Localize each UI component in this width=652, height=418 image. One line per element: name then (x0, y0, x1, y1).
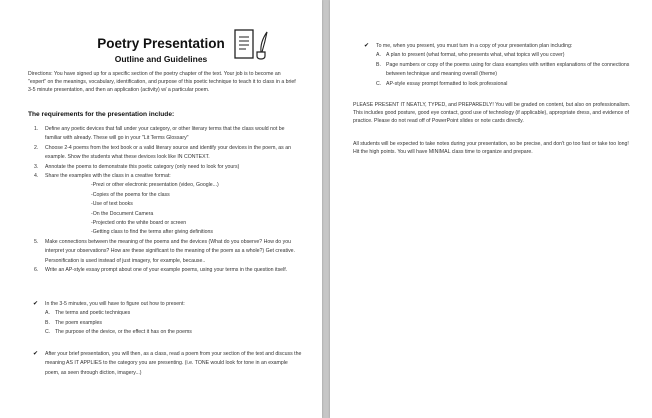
format-option: -Prezi or other electronic presentation (video, Google...) (91, 182, 219, 189)
list-number: 2. (34, 144, 39, 151)
list-item (28, 238, 298, 266)
list-item-text: The terms and poetic techniques (55, 310, 131, 317)
note-taking-paragraph: All students will be expected to take notes during your presentation, so be precise, and don't go too fast or take too long! Hit the high points. You will have MINIMAL class time to organize and prepare. (353, 141, 629, 156)
list-item (28, 144, 298, 163)
format-option: -Getting class to find the terms after giving definitions (91, 229, 213, 236)
format-option: -Use of text books (91, 201, 133, 208)
format-option: -Projected onto the white board or screen (91, 220, 187, 227)
list-letter: C. (45, 329, 51, 336)
list-item-text: Define any poetic devices that fall under your category, or other literary terms that the class would not be familiar with already. These will go in your "Lit Terms Glossary" (45, 126, 285, 142)
list-item (28, 319, 303, 328)
checkmark-icon: ✔ (33, 301, 39, 307)
list-number: 5. (34, 238, 39, 245)
list-item-text: Share the examples with the class in a creative format: (45, 173, 171, 180)
document-page-2 (330, 0, 652, 418)
list-letter: B. (376, 61, 381, 68)
list-item-text: Page numbers or copy of the poems using for class examples with written explanations of the connections between technique and meaning overall (theme) (386, 61, 630, 78)
checkmark-icon: ✔ (364, 43, 370, 49)
list-item (28, 266, 298, 275)
list-item (28, 125, 298, 144)
checklist-text: After your brief presentation, you will then, as a class, read a poem from your section of the text and discuss the meaning AS IT APPLIES to the category you are presenting. (i.e. TONE would look for tone in an example poem, as seen through diction, imagery...) (45, 351, 302, 376)
format-options-list (45, 181, 298, 237)
list-item-text: The poem examples (55, 319, 102, 326)
list-letter: A. (376, 52, 381, 59)
title-block (0, 36, 322, 64)
checklist-item-class-reading (28, 350, 303, 378)
list-item (353, 80, 631, 89)
document-page-1 (0, 0, 322, 418)
checklist-item-turn-in (353, 42, 631, 89)
list-letter: A. (45, 310, 50, 317)
list-item-text: AP-style essay prompt formatted to look professional (386, 80, 508, 87)
list-item (28, 163, 298, 172)
checklist-text: To me, when you present, you must turn in a copy of your presentation plan including: (376, 43, 573, 49)
list-item (353, 51, 631, 60)
list-number: 3. (34, 163, 39, 170)
format-option: -Copies of the poems for the class (91, 191, 170, 198)
list-number: 4. (34, 173, 39, 180)
format-option: -On the Document Camera (91, 210, 154, 217)
lettered-list (353, 51, 631, 89)
list-letter: C. (376, 80, 382, 87)
directions-paragraph: Directions: You have signed up for a specific section of the poetry chapter of the text. Your job is to become an "expert" on the meanings, vocabulary, identification, and purpose of this poetic technique to teach it to class in a brief 3-5 minute presentation, and then an application (activity) w/ a particular poem. (28, 71, 296, 93)
list-item-text: Choose 2-4 poems from the text book or a valid literary source and identify your devices in the poem, as an example. Show the students what these devices look like IN CONTEXT. (45, 144, 291, 161)
list-item (28, 309, 303, 318)
checklist-item-presentation (28, 300, 303, 338)
list-item-text: A plan to present (what format, who presents what, what topics will you cover) (386, 52, 565, 59)
document-quill-icon (232, 28, 270, 64)
professionalism-paragraph: PLEASE PRESENT IT NEATLY, TYPED, and PREPAREDLY! You will be graded on content, but also on professionalism. This includes good posture, good eye contact, good use of technology (if applicable), appropriate dress, and evidence of practice. Please do not read off of PowerPoint slides or note cards directly. (353, 102, 631, 125)
list-item (28, 172, 298, 238)
list-item-text: Annotate the poems to demonstrate this poetic category (only need to look for yours) (45, 163, 240, 170)
document-title: Poetry Presentation (97, 36, 225, 51)
list-item-text: Write an AP-style essay prompt about one of your example poems, using your terms in the question itself. (45, 267, 288, 274)
list-letter: B. (45, 319, 50, 326)
list-item-text: The purpose of the device, or the effect it has on the poems (55, 329, 192, 336)
document-subtitle: Outline and Guidelines (114, 54, 208, 64)
list-number: 6. (34, 267, 39, 274)
list-number: 1. (34, 126, 39, 132)
list-item (353, 61, 631, 80)
list-item-text: Make connections between the meaning of the poems and the devices (What do you observe? How do you interpret your observations? How are these significant to the meaning of the poem as a whole?) Get creative. Personification is used instead of just imagery, for example, because.. (45, 238, 296, 264)
requirements-list (28, 125, 298, 276)
checkmark-icon: ✔ (33, 351, 39, 357)
list-item (28, 328, 303, 337)
lettered-list (28, 309, 303, 337)
requirements-heading: The requirements for the presentation include: (28, 111, 175, 118)
checklist-text: In the 3-5 minutes, you will have to figure out how to present: (45, 301, 185, 307)
